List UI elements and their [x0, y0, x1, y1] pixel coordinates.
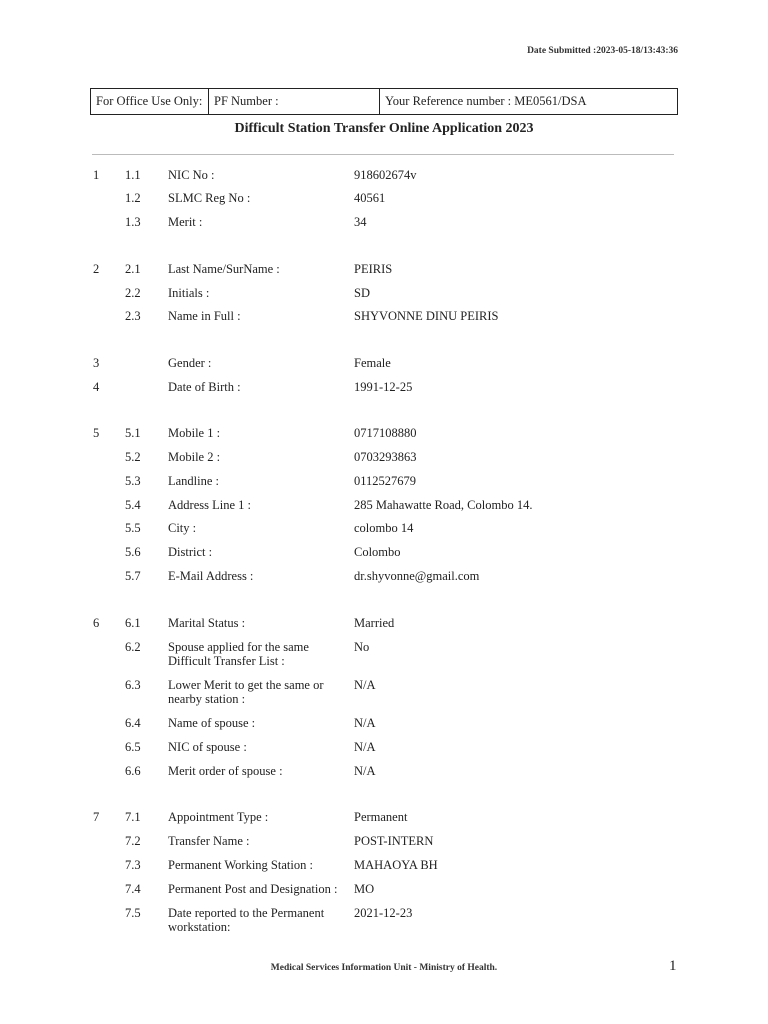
section-number: 2: [93, 262, 100, 276]
field-value: PEIRIS: [354, 262, 393, 276]
item-number: 6.1: [125, 616, 141, 630]
item-number: 5.7: [125, 569, 141, 583]
field-value: colombo 14: [354, 521, 414, 535]
item-number: 7.1: [125, 810, 141, 824]
item-number: 5.4: [125, 498, 141, 512]
field-value: SHYVONNE DINU PEIRIS: [354, 309, 499, 323]
item-number: 1.2: [125, 191, 141, 205]
field-label: Gender :: [168, 356, 212, 370]
footer-text: Medical Services Information Unit - Ministry of Health.: [270, 963, 498, 973]
item-number: 2.3: [125, 309, 141, 323]
pf-number-field: PF Number :: [209, 89, 380, 114]
item-number: 7.2: [125, 834, 141, 848]
form-title: Difficult Station Transfer Online Application 2023: [234, 121, 534, 136]
field-value: POST-INTERN: [354, 834, 434, 848]
field-label: Date reported to the Permanent workstation:: [168, 906, 325, 934]
field-value: SD: [354, 286, 370, 300]
section-number: 7: [93, 810, 100, 824]
field-label: Initials :: [168, 286, 210, 300]
field-label: Landline :: [168, 474, 220, 488]
item-number: 5.3: [125, 474, 141, 488]
field-value: 285 Mahawatte Road, Colombo 14.: [354, 498, 533, 512]
item-number: 5.5: [125, 521, 141, 535]
field-label: Merit order of spouse :: [168, 764, 283, 778]
field-label: Mobile 2 :: [168, 450, 221, 464]
field-value: Female: [354, 356, 391, 370]
field-value: N/A: [354, 764, 376, 778]
field-label: SLMC Reg No :: [168, 191, 251, 205]
item-number: 6.3: [125, 678, 141, 692]
field-label: Lower Merit to get the same or nearby station :: [168, 678, 324, 706]
section-number: 4: [93, 380, 100, 394]
field-label: Name in Full :: [168, 309, 241, 323]
section-number: 1: [93, 168, 100, 182]
field-value: 40561: [354, 191, 386, 205]
field-label: Mobile 1 :: [168, 426, 221, 440]
field-label: City :: [168, 521, 197, 535]
field-label: Name of spouse :: [168, 716, 256, 730]
item-number: 6.4: [125, 716, 141, 730]
item-number: 1.1: [125, 168, 141, 182]
field-value: MAHAOYA BH: [354, 858, 438, 872]
field-label: Marital Status :: [168, 616, 246, 630]
field-value: 0112527679: [354, 474, 417, 488]
field-label: Transfer Name :: [168, 834, 250, 848]
section-number: 5: [93, 426, 100, 440]
field-value: 918602674v: [354, 168, 417, 182]
field-label: Permanent Post and Designation :: [168, 882, 338, 896]
item-number: 6.6: [125, 764, 141, 778]
item-number: 2.1: [125, 262, 141, 276]
item-number: 6.2: [125, 640, 141, 654]
office-use-label: For Office Use Only:: [91, 89, 209, 114]
field-value: 0717108880: [354, 426, 417, 440]
field-value: No: [354, 640, 370, 654]
field-value: MO: [354, 882, 375, 896]
field-label: Address Line 1 :: [168, 498, 251, 512]
item-number: 7.3: [125, 858, 141, 872]
field-value: Colombo: [354, 545, 401, 559]
reference-number-field: Your Reference number : ME0561/DSA: [385, 94, 587, 108]
item-number: 2.2: [125, 286, 141, 300]
date-submitted: Date Submitted :2023-05-18/13:43:36: [527, 46, 678, 56]
field-label: E-Mail Address :: [168, 569, 254, 583]
field-label: Spouse applied for the same Difficult Transfer List :: [168, 640, 309, 668]
field-value: Married: [354, 616, 395, 630]
field-value: 34: [354, 215, 367, 229]
section-number: 6: [93, 616, 100, 630]
field-label: District :: [168, 545, 213, 559]
field-value: N/A: [354, 716, 376, 730]
section-number: 3: [93, 356, 100, 370]
field-label: NIC of spouse :: [168, 740, 247, 754]
item-number: 7.4: [125, 882, 141, 896]
item-number: 6.5: [125, 740, 141, 754]
field-value: dr.shyvonne@gmail.com: [354, 569, 480, 583]
field-value: 0703293863: [354, 450, 417, 464]
field-value: Permanent: [354, 810, 408, 824]
field-label: Date of Birth :: [168, 380, 241, 394]
field-value: 2021-12-23: [354, 906, 413, 920]
field-label: NIC No :: [168, 168, 215, 182]
item-number: 5.2: [125, 450, 141, 464]
field-label: Merit :: [168, 215, 203, 229]
field-label: Last Name/SurName :: [168, 262, 280, 276]
field-value: 1991-12-25: [354, 380, 413, 394]
item-number: 5.6: [125, 545, 141, 559]
item-number: 5.1: [125, 426, 141, 440]
field-value: N/A: [354, 678, 376, 692]
field-label: Permanent Working Station :: [168, 858, 313, 872]
item-number: 1.3: [125, 215, 141, 229]
field-label: Appointment Type :: [168, 810, 269, 824]
field-value: N/A: [354, 740, 376, 754]
page-number: 1: [669, 958, 677, 974]
item-number: 7.5: [125, 906, 141, 920]
